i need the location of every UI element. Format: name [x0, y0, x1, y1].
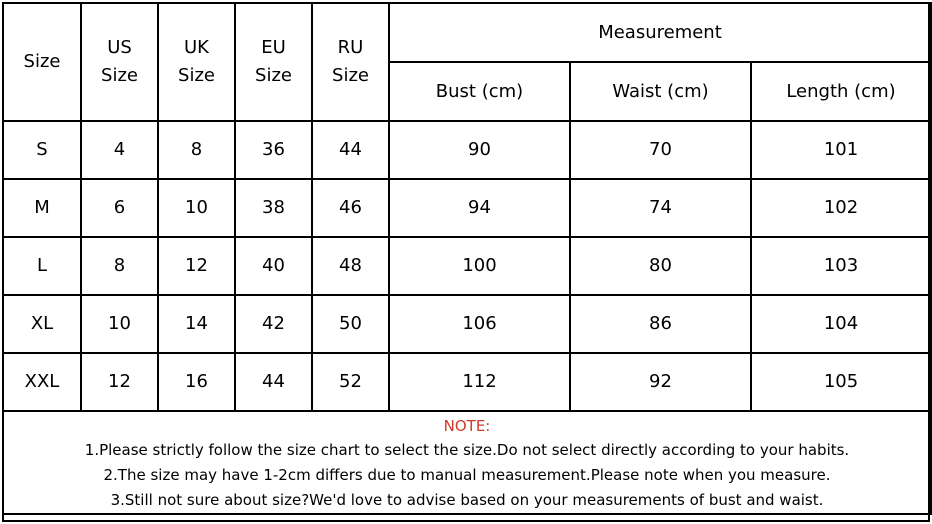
cell-waist: 70: [570, 121, 751, 179]
header-ru-size: [312, 3, 389, 121]
cell-size: S: [3, 121, 81, 179]
header-eu-size: [235, 3, 312, 121]
cell-us: 6: [81, 179, 158, 237]
header-eu-label: EU: [261, 37, 286, 58]
cell-length: 105: [751, 353, 931, 411]
header-ru-label: RU: [337, 37, 364, 58]
size-chart: [2, 2, 930, 522]
cell-eu: 40: [235, 237, 312, 295]
cell-length: 102: [751, 179, 931, 237]
size-table: [2, 2, 932, 515]
table-row: [3, 121, 931, 179]
note-box: [3, 411, 931, 514]
note-line: 1.Please strictly follow the size chart to select the size.Do not select directly according to your habits.: [84, 441, 850, 459]
header-uk-size-label: Size: [178, 65, 215, 86]
cell-length: 104: [751, 295, 931, 353]
cell-uk: 12: [158, 237, 235, 295]
cell-waist: 80: [570, 237, 751, 295]
header-measurement: Measurement: [389, 3, 931, 62]
header-row-top: [3, 3, 931, 62]
header-waist: Waist (cm): [570, 62, 751, 121]
cell-length: 103: [751, 237, 931, 295]
cell-ru: 48: [312, 237, 389, 295]
cell-waist: 74: [570, 179, 751, 237]
header-us-label: US: [107, 37, 132, 58]
note-title: NOTE:: [443, 417, 491, 435]
header-size: Size: [3, 3, 81, 121]
cell-uk: 14: [158, 295, 235, 353]
cell-ru: 52: [312, 353, 389, 411]
header-ru-size-label: Size: [332, 65, 369, 86]
table-row: [3, 179, 931, 237]
header-bust: Bust (cm): [389, 62, 570, 121]
cell-eu: 42: [235, 295, 312, 353]
table-row: [3, 237, 931, 295]
cell-bust: 112: [389, 353, 570, 411]
note-line: 2.The size may have 1-2cm differs due to manual measurement.Please note when you measure.: [103, 466, 831, 484]
cell-uk: 8: [158, 121, 235, 179]
cell-size: XL: [3, 295, 81, 353]
header-uk-size: [158, 3, 235, 121]
cell-ru: 50: [312, 295, 389, 353]
cell-waist: 92: [570, 353, 751, 411]
cell-us: 12: [81, 353, 158, 411]
cell-us: 10: [81, 295, 158, 353]
cell-us: 4: [81, 121, 158, 179]
note-line: 3.Still not sure about size?We'd love to advise based on your measurements of bust and waist.: [110, 491, 824, 509]
cell-bust: 106: [389, 295, 570, 353]
cell-uk: 16: [158, 353, 235, 411]
header-eu-size-label: Size: [255, 65, 292, 86]
header-length: Length (cm): [751, 62, 931, 121]
header-us-size: [81, 3, 158, 121]
cell-size: L: [3, 237, 81, 295]
cell-eu: 44: [235, 353, 312, 411]
cell-size: XXL: [3, 353, 81, 411]
cell-ru: 46: [312, 179, 389, 237]
cell-us: 8: [81, 237, 158, 295]
cell-bust: 100: [389, 237, 570, 295]
cell-eu: 38: [235, 179, 312, 237]
note-row: [3, 411, 931, 514]
table-row: [3, 353, 931, 411]
header-us-size-label: Size: [101, 65, 138, 86]
cell-uk: 10: [158, 179, 235, 237]
cell-size: M: [3, 179, 81, 237]
cell-eu: 36: [235, 121, 312, 179]
table-row: [3, 295, 931, 353]
cell-bust: 94: [389, 179, 570, 237]
cell-length: 101: [751, 121, 931, 179]
cell-ru: 44: [312, 121, 389, 179]
cell-bust: 90: [389, 121, 570, 179]
header-uk-label: UK: [184, 37, 209, 58]
cell-waist: 86: [570, 295, 751, 353]
